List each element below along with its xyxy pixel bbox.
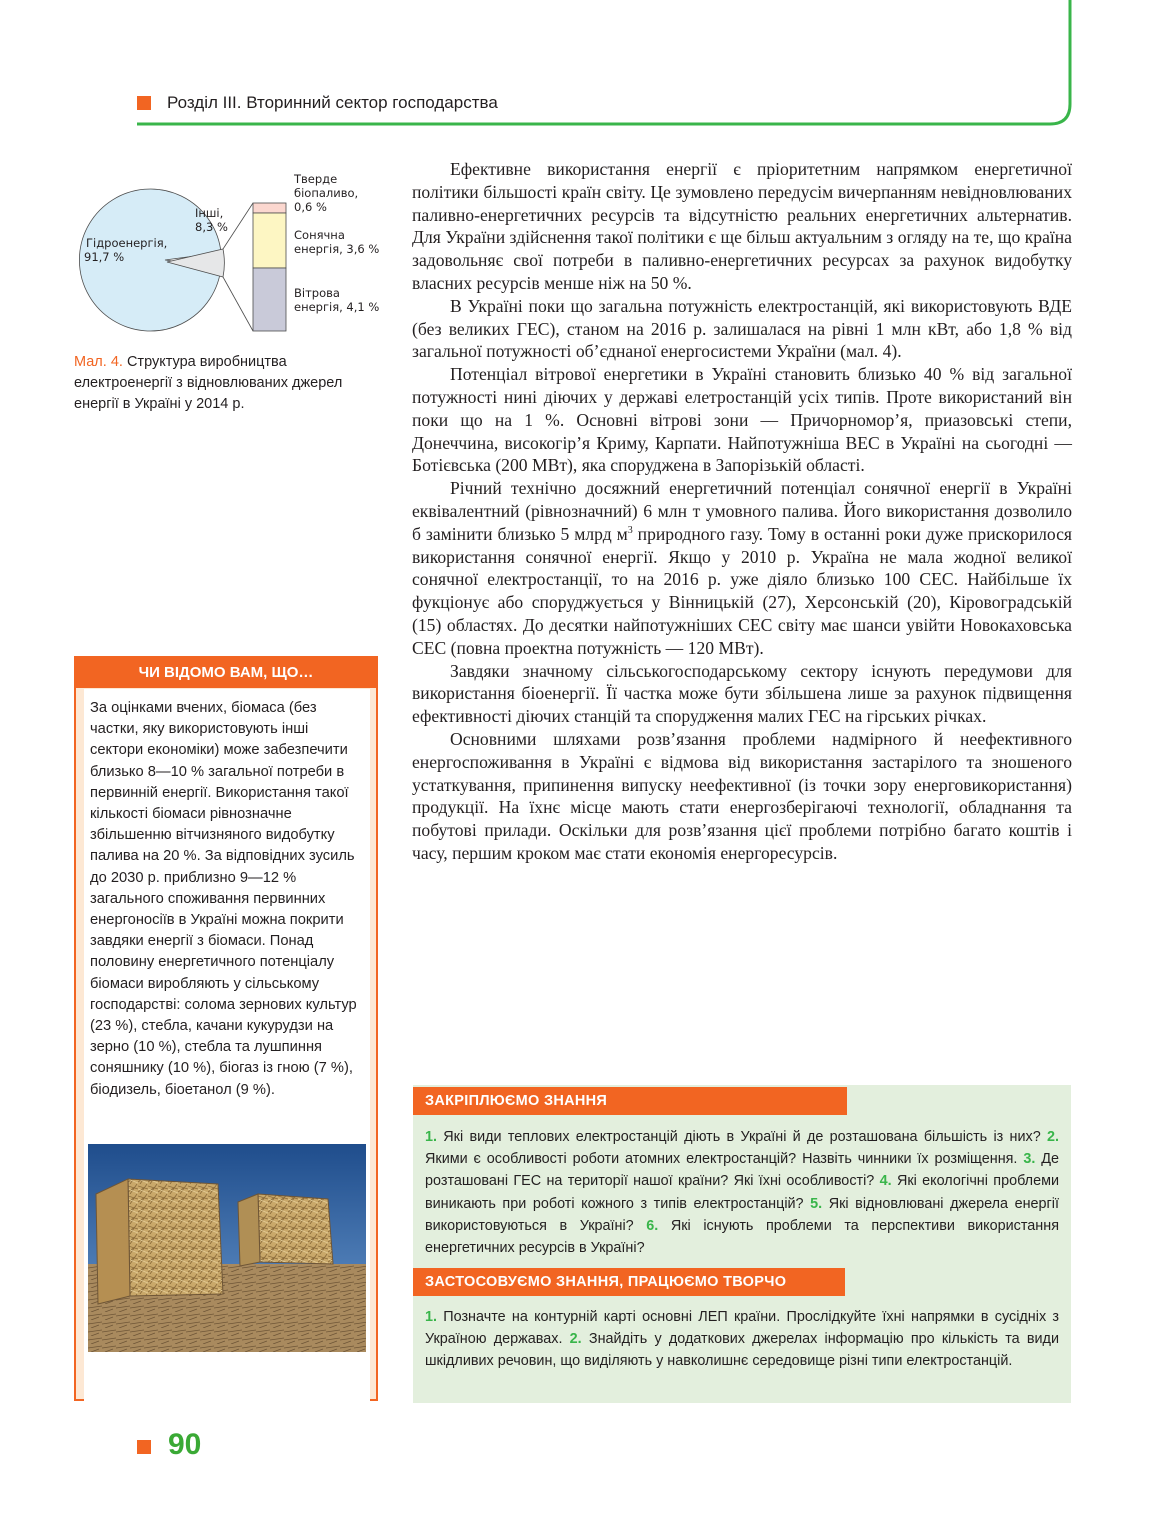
label-hydro-value: 91,7 %: [84, 250, 125, 264]
exercise-heading-consolidate: ЗАКРІПЛЮЄМО ЗНАННЯ: [413, 1087, 847, 1115]
header-marker: [137, 96, 151, 110]
did-you-know-text: За оцінками вчених, біомаса (без частки, яку використовують інші сектори економіки) може забезпечити близько 8—10 % загальної потреби в первинній енергії. Використання такої кількості біомаси рівнозначне збільшенню вітчизняного видобутку палива на 20 %. За відповідних зусиль до 2030 р. приблизно 9—12 % загального споживання первинних енергоносіїв в Україні можна покрити завдяки енергії з біомаси. Понад половину енергетичного потенціалу біомаси виробляють у сільському господарстві: солома зернових культур (23 %), стебла, качани кукурудзи на зерно (10 %), стебла та лушпиння соняшнику (10 %), біогаз із гною (7 %), біодизель, біоетанол (9 %).: [90, 700, 357, 1098]
label-biofuel-value: 0,6 %: [294, 200, 327, 214]
did-you-know-title: ЧИ ВІДОМО ВАМ, ЩО…: [76, 658, 376, 688]
bar-segment-biofuel: [253, 203, 286, 213]
label-solar: Сонячна: [294, 228, 345, 242]
exercise-list-apply: 1. Позначте на контурній карті основні ЛЕП країни. Прослідкуйте їхні напрямки в сусідніх з Україною державах. 2. Знайдіть у додаткових джерелах інформацію про кількість та види шкідливих речовин, що виділяють у навколишнє середовище різні типи електростанцій.: [425, 1309, 1059, 1370]
connector-bottom: [223, 277, 253, 331]
paragraph: Завдяки значному сільськогосподарському сектору існують передумови для використання біоенергії. Її частка може бути збільшена лише за рахунок підвищення ефективності діючих станцій та спорудження малих ГЕС на гірських річках.: [412, 660, 1072, 727]
label-wind: Вітрова: [294, 286, 340, 300]
label-hydro: Гідроенергія,: [86, 236, 168, 250]
header-rule: [0, 0, 1162, 140]
paragraph: Потенціал вітрової енергетики в Україні становить близько 40 % від загальної потужності нині діючих у державі елетростанцій усіх типів. Проте використаний він поки що на 1 %. Основні вітрові зони — Причорномор’я, приазовські степи, Донеччина, високогір’я Криму, Карпати. Найпотужніша ВЕС в Україні на сьогодні — Ботієвська (200 МВт), яка споруджена в Запорізькій області.: [412, 364, 1072, 476]
label-wind-value: енергія, 4,1 %: [294, 300, 380, 314]
bar-segment-solar: [253, 213, 286, 268]
did-you-know-box: [74, 656, 378, 1401]
page-number: 90: [168, 1428, 202, 1461]
paragraph: Річний технічно досяжний енергетичний потенціал сонячної енергії в Україні еквівалентний (рівнозначний) 6 млн т умовного палива. Його використання дозволило б замінити близько 5 млрд $м^3$ природного газу. Тому в останні роки дуже прискорилося використання сонячної енергії. Якщо у 2010 р. Україна не мала жодної великої сонячної електростанції, то на 2016 р. уже діяло близько 100 СЕС. Найбільше їх фукціонує або споруджується у Вінницькій (27), Херсонській (20), Кіровоградській (15) областях. До десятки найпотужніших СЕС світу має шанси увійти Новокаховська СЕС (повна проектна потужність — 120 МВт).: [412, 478, 1072, 658]
label-other-value: 8,3 %: [195, 220, 228, 234]
figure-number: Мал. 4.: [74, 354, 123, 370]
paragraph: Основними шляхами розв’язання проблеми надмірного й неефективного енергоспоживання в Україні є відмова від використання застарілого та зношеного устаткування, припинення випуску неефективної (із точки зору енерговикористання) продукції. На їхнє місце мають стати енергозберігаючі технології, обладнання та побутові прилади. Оскільки для розв’язання цієї проблеми потрібно багато коштів і часу, першим кроком має стати економія енергоресурсів.: [412, 728, 1072, 863]
label-solar-value: енергія, 3,6 %: [294, 242, 380, 256]
straw-bales-photo: [88, 1144, 366, 1352]
main-text: [412, 158, 1072, 865]
figure-caption: [74, 352, 374, 415]
figure-caption-text: Структура виробництва електроенергії з відновлюваних джерел енергії в Україні у 2014 р.: [74, 354, 343, 412]
label-biofuel: Тверде: [294, 172, 338, 186]
footer-marker: [137, 1440, 151, 1454]
paragraph: Ефективне використання енергії є пріоритетним напрямком енергетичної політики більшості країн світу. Це зумовлено передусім вичерпанням невідновлюваних паливно-енергетичних ресурсів та відсутністю реальних енергетичних альтернатив. Для України здійснення такої політики є ще більш актуальним з огляду на те, що країна задовольняє свої потреби в паливно-енергетичних ресурсах за рахунок видобутку власних ресурсів менше ніж на 50 %.: [412, 159, 1072, 293]
renewable-energy-chart: [70, 165, 390, 340]
label-other: Інші,: [195, 206, 224, 220]
bar-segment-wind: [253, 268, 286, 331]
section-title: Розділ ІІІ. Вторинний сектор господарства: [167, 93, 498, 112]
paragraph: В Україні поки що загальна потужність електростанцій, які використовують ВДЕ (без великих ГЕС), станом на 2016 р. залишалася на рівні 1 млн кВт, або 1,8 % від загальної потужності об’єднаної енергосистеми України (мал. 4).: [412, 295, 1072, 362]
label-biofuel-2: біопаливо,: [294, 186, 359, 200]
exercise-heading-apply: ЗАСТОСОВУЄМО ЗНАННЯ, ПРАЦЮЄМО ТВОРЧО: [413, 1268, 845, 1296]
exercise-list-consolidate: 1. Які види теплових електростанцій діють в Україні й де розташована більшість із них? 2. Якими є особливості роботи атомних електростанцій? Назвіть чинники їх розміщення. 3. Де розташовані ГЕС на території нашої країни? Які їхні особливості? 4. Які екологічні проблеми виникають при роботі кожного з типів електростанцій? 5. Які відновлювані джерела енергії використовуються в Україні? 6. Які існують проблеми та перспективи використання енергетичних ресурсів в Україні?: [425, 1129, 1059, 1257]
